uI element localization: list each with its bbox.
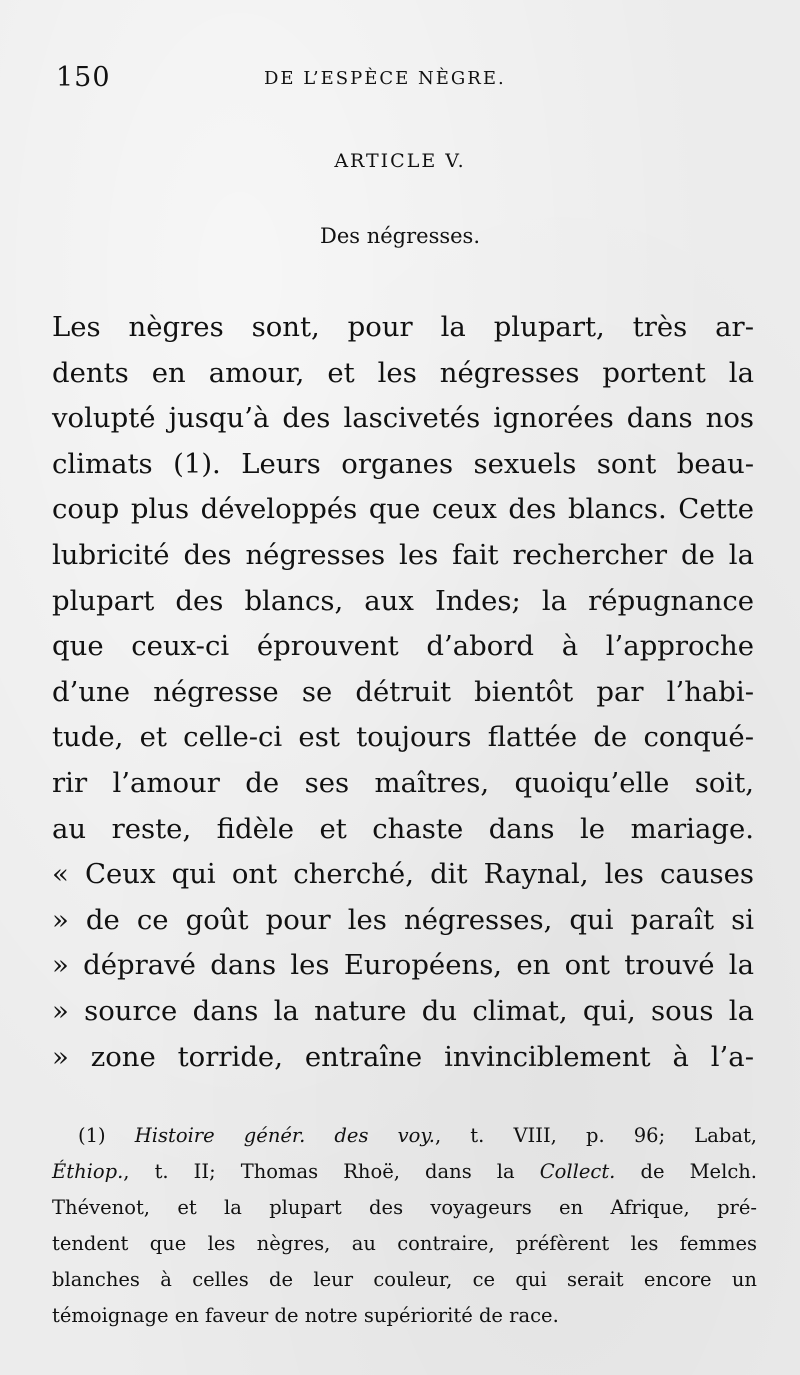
- section-title: Des négresses.: [319, 224, 480, 248]
- body-text: [52, 305, 754, 1080]
- body-line: que ceux-ci éprouvent d’abord à l’approche: [52, 630, 754, 663]
- body-line: rir l’amour de ses maîtres, quoiqu’elle soit,: [52, 766, 754, 799]
- footnote-text: de Melch.: [615, 1160, 757, 1183]
- footnote-text: , t. VIII, p. 96; Labat,: [434, 1124, 757, 1147]
- body-line: Les nègres sont, pour la plupart, très ar-: [52, 311, 754, 343]
- body-line: tude, et celle-ci est toujours flattée de conqué-: [52, 721, 754, 754]
- footnote-work-title: Histoire génér. des voy.: [134, 1124, 435, 1147]
- body-line: » source dans la nature du climat, qui, sous la: [52, 994, 754, 1027]
- footnote-line: [52, 1154, 757, 1190]
- footnote-text: , t. II; Thomas Rhoë, dans la: [123, 1160, 540, 1183]
- article-heading: ARTICLE V.: [334, 150, 466, 172]
- running-title: DE L’ESPÈCE NÈGRE.: [264, 68, 506, 89]
- footnote-line: Thévenot, et la plupart des voyageurs en Afrique, pré-: [52, 1196, 757, 1219]
- footnote-collection-title: Collect.: [539, 1160, 616, 1183]
- body-line: plupart des blancs, aux Indes; la répugnance: [52, 584, 754, 617]
- footnote-work-title: Éthiop.: [52, 1160, 124, 1183]
- body-line: au reste, fidèle et chaste dans le mariage.: [52, 812, 754, 845]
- footnote-marker: (1): [78, 1124, 135, 1147]
- page-number: 150: [56, 62, 111, 93]
- body-line: lubricité des négresses les fait rechercher de la: [52, 538, 754, 571]
- footnote: [52, 1118, 757, 1334]
- body-line: » dépravé dans les Européens, en ont trouvé la: [52, 949, 754, 982]
- body-line: coup plus développés que ceux des blancs. Cette: [52, 493, 754, 526]
- page-header: [56, 62, 756, 102]
- body-line: dents en amour, et les négresses portent la: [52, 356, 754, 389]
- footnote-line: témoignage en faveur de notre supériorité de race.: [52, 1304, 559, 1327]
- footnote-line: blanches à celles de leur couleur, ce qui serait encore un: [52, 1268, 757, 1291]
- body-line: » de ce goût pour les négresses, qui paraît si: [52, 903, 754, 936]
- footnote-line: [52, 1118, 757, 1154]
- body-line: d’une négresse se détruit bientôt par l’habi-: [52, 675, 754, 708]
- footnote-line: tendent que les nègres, au contraire, préfèrent les femmes: [52, 1232, 757, 1255]
- body-line: » zone torride, entraîne invinciblement à l’a-: [52, 1040, 754, 1073]
- body-line: volupté jusqu’à des lascivetés ignorées dans nos: [52, 402, 754, 435]
- body-line: climats (1). Leurs organes sexuels sont beau-: [52, 447, 754, 480]
- body-line: « Ceux qui ont cherché, dit Raynal, les causes: [52, 858, 754, 891]
